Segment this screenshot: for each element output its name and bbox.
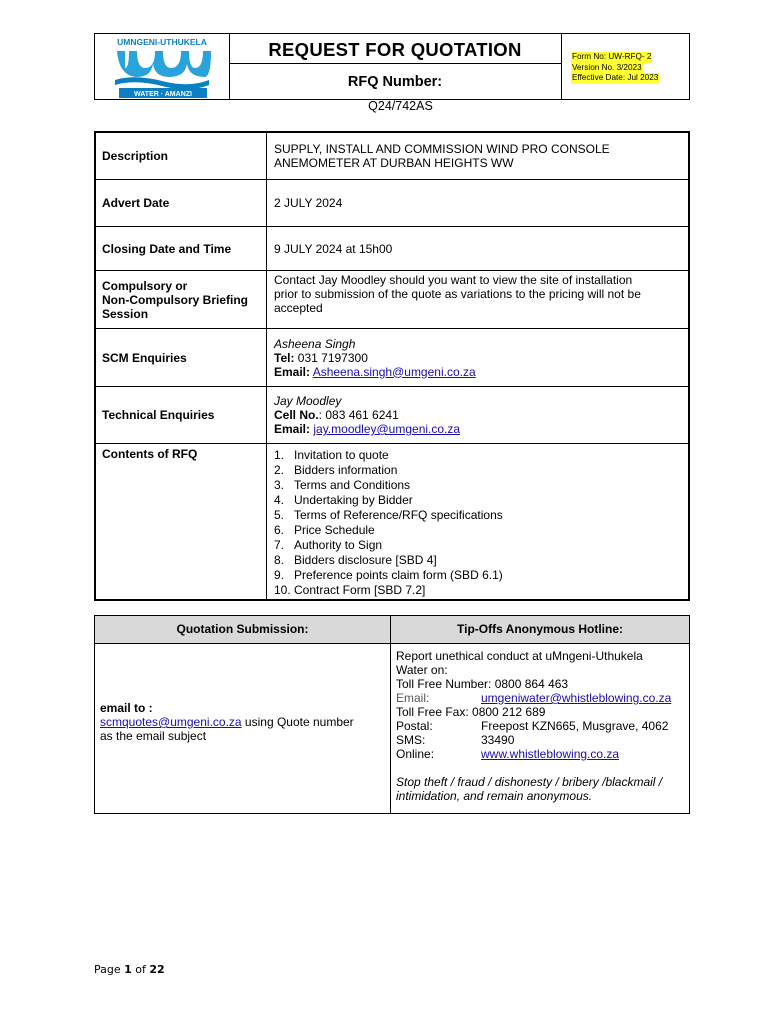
- contents-item-number: 10.: [274, 583, 291, 597]
- briefing-value: [267, 271, 688, 328]
- sms-value: 33490: [481, 733, 515, 747]
- report-line-1: Report unethical conduct at uMngeni-Uthukela: [396, 649, 643, 663]
- contents-item-number: 4.: [274, 493, 285, 507]
- form-number: Form No: UW-RFQ- 2: [572, 52, 652, 61]
- row-description: [96, 133, 688, 180]
- advert-date-label: Advert Date: [96, 180, 267, 226]
- rfq-details-table: [94, 131, 690, 601]
- advert-date-value: 2 JULY 2024: [274, 196, 343, 210]
- contents-item-text: Preference points claim form (SBD 6.1): [294, 568, 503, 582]
- page-of: of: [131, 963, 150, 976]
- scm-tel-label: Tel:: [274, 350, 295, 365]
- scm-email: [274, 365, 688, 379]
- scm-enquiries-value: [267, 329, 688, 386]
- contents-item-text: Authority to Sign: [294, 538, 383, 552]
- scm-email-label: Email:: [274, 364, 311, 379]
- effective-date: Effective Date: Jul 2023: [572, 73, 659, 82]
- online-link[interactable]: www.whistleblowing.co.za: [481, 747, 620, 761]
- submission-header-row: [95, 616, 689, 644]
- logo-cell: [95, 34, 230, 99]
- contents-item: [274, 583, 688, 598]
- contents-item: [274, 508, 688, 523]
- quotation-submission-body: [100, 701, 385, 743]
- contents-item-text: Terms and Conditions: [294, 478, 411, 492]
- postal-key: Postal:: [396, 719, 433, 733]
- description-line-1: SUPPLY, INSTALL AND COMMISSION WIND PRO CONSOLE: [274, 142, 610, 156]
- submission-email-line-2: as the email subject: [100, 729, 207, 743]
- contents-item-text: Price Schedule: [294, 523, 375, 537]
- scm-tel-value: 031 7197300: [297, 350, 368, 365]
- contents-list: [274, 448, 688, 598]
- scm-enquiries-label: SCM Enquiries: [96, 329, 267, 386]
- contents-item: [274, 493, 688, 508]
- submission-table: [94, 615, 690, 814]
- technical-enquiries-label: Technical Enquiries: [96, 387, 267, 443]
- postal-row: [396, 719, 686, 733]
- contents-item-number: 8.: [274, 553, 285, 567]
- toll-free-number: Toll Free Number: 0800 864 463: [396, 677, 569, 691]
- row-contents: [96, 444, 688, 599]
- slogan-line-2: intimidation, and remain anonymous.: [396, 789, 593, 803]
- contents-item-number: 9.: [274, 568, 285, 582]
- description-line-2: ANEMOMETER AT DURBAN HEIGHTS WW: [274, 156, 514, 170]
- contents-item-text: Invitation to quote: [294, 448, 389, 462]
- row-technical-enquiries: [96, 387, 688, 444]
- row-closing-date: [96, 227, 688, 271]
- scm-contact-name: Asheena Singh: [274, 336, 356, 351]
- hotline-email-row: [396, 691, 686, 705]
- postal-value: Freepost KZN665, Musgrave, 4062: [481, 719, 669, 733]
- report-line-2: Water on:: [396, 663, 448, 677]
- document-title: REQUEST FOR QUOTATION: [229, 37, 561, 64]
- briefing-line-1: Contact Jay Moodley should you want to view the site of installation: [274, 273, 633, 287]
- contents-item-text: Bidders information: [294, 463, 398, 477]
- logo-top-text: UMNGENI-UTHUKELA: [117, 37, 207, 47]
- description-value: [267, 133, 688, 179]
- page-number: 1: [124, 963, 132, 976]
- logo-bottom-text: WATER · AMANZI: [134, 91, 192, 98]
- contents-item-text: Contract Form [SBD 7.2]: [294, 583, 426, 597]
- column-divider: [390, 616, 391, 813]
- closing-date-value: 9 JULY 2024 at 15h00: [274, 241, 393, 256]
- rfq-number: [229, 64, 561, 113]
- contents-item: [274, 553, 688, 568]
- technical-contact-name: Jay Moodley: [274, 394, 342, 408]
- scm-tel: [274, 351, 688, 365]
- contents-value: [267, 444, 688, 599]
- contents-item: [274, 463, 688, 478]
- slogan-line-1: Stop theft / fraud / dishonesty / bribery /blackmail /: [396, 775, 663, 789]
- briefing-label-line-1: Compulsory or: [102, 278, 188, 293]
- hotline-email-key: Email:: [396, 691, 430, 705]
- contents-item-number: 7.: [274, 538, 285, 552]
- contents-item: [274, 538, 688, 553]
- sms-row: [396, 733, 686, 747]
- contents-item-number: 3.: [274, 478, 285, 492]
- online-key: Online:: [396, 747, 435, 761]
- briefing-label: [96, 271, 267, 328]
- row-briefing-session: [96, 271, 688, 329]
- closing-date-label: Closing Date and Time: [96, 227, 267, 270]
- scm-email-link[interactable]: Asheena.singh@umgeni.co.za: [312, 364, 476, 379]
- contents-item-number: 5.: [274, 508, 285, 522]
- contents-label: Contents of RFQ: [96, 444, 267, 599]
- contents-item-text: Undertaking by Bidder: [294, 493, 413, 507]
- briefing-label-line-2: Non-Compulsory Briefing: [102, 292, 248, 307]
- page-prefix: Page: [94, 963, 125, 976]
- hotline-email-link[interactable]: umgeniwater@whistleblowing.co.za: [481, 691, 672, 705]
- contents-item: [274, 448, 688, 463]
- email-to-label: email to :: [100, 701, 153, 715]
- document-header: [94, 33, 690, 113]
- rfq-number-label: RFQ Number:: [347, 74, 443, 90]
- technical-email: [274, 422, 688, 436]
- umgeni-uthukela-logo: [95, 34, 229, 99]
- technical-cell-value: : 083 461 6241: [318, 408, 399, 422]
- contents-item-number: 1.: [274, 448, 285, 462]
- briefing-label-line-3: Session: [102, 306, 149, 321]
- contents-item: [274, 568, 688, 583]
- submission-email-suffix: using Quote number: [241, 715, 354, 729]
- technical-cell: [274, 408, 688, 422]
- hotline-body: [396, 649, 686, 803]
- submission-email-line: [100, 715, 385, 729]
- rfq-number-value: Q24/742AS: [368, 99, 433, 113]
- page-footer: [94, 963, 165, 976]
- contents-item: [274, 478, 688, 493]
- submission-email-link[interactable]: scmquotes@umgeni.co.za: [100, 715, 242, 729]
- technical-cell-label: Cell No.: [274, 408, 319, 422]
- technical-enquiries-value: [267, 387, 688, 443]
- row-scm-enquiries: [96, 329, 688, 387]
- contents-item-text: Bidders disclosure [SBD 4]: [294, 553, 437, 567]
- description-label: Description: [96, 133, 267, 179]
- hotline-header: Tip-Offs Anonymous Hotline:: [457, 622, 623, 636]
- technical-email-link[interactable]: jay.moodley@umgeni.co.za: [313, 422, 461, 436]
- technical-email-label: Email:: [274, 422, 311, 436]
- page-total: 22: [149, 963, 165, 976]
- version-number: Version No. 3/2023: [572, 62, 642, 72]
- contents-item: [274, 523, 688, 538]
- online-row: [396, 747, 686, 761]
- briefing-line-2: prior to submission of the quote as variations to the pricing will not be: [274, 287, 641, 301]
- title-cell: [229, 34, 562, 113]
- contents-item-text: Terms of Reference/RFQ specifications: [294, 508, 503, 522]
- contents-item-number: 6.: [274, 523, 285, 537]
- contents-item-number: 2.: [274, 463, 285, 477]
- sms-key: SMS:: [396, 733, 426, 747]
- row-advert-date: [96, 180, 688, 227]
- quotation-submission-header: Quotation Submission:: [176, 622, 309, 636]
- briefing-line-3: accepted: [274, 301, 323, 315]
- form-info: [571, 52, 683, 84]
- toll-free-fax: Toll Free Fax: 0800 212 689: [396, 705, 546, 719]
